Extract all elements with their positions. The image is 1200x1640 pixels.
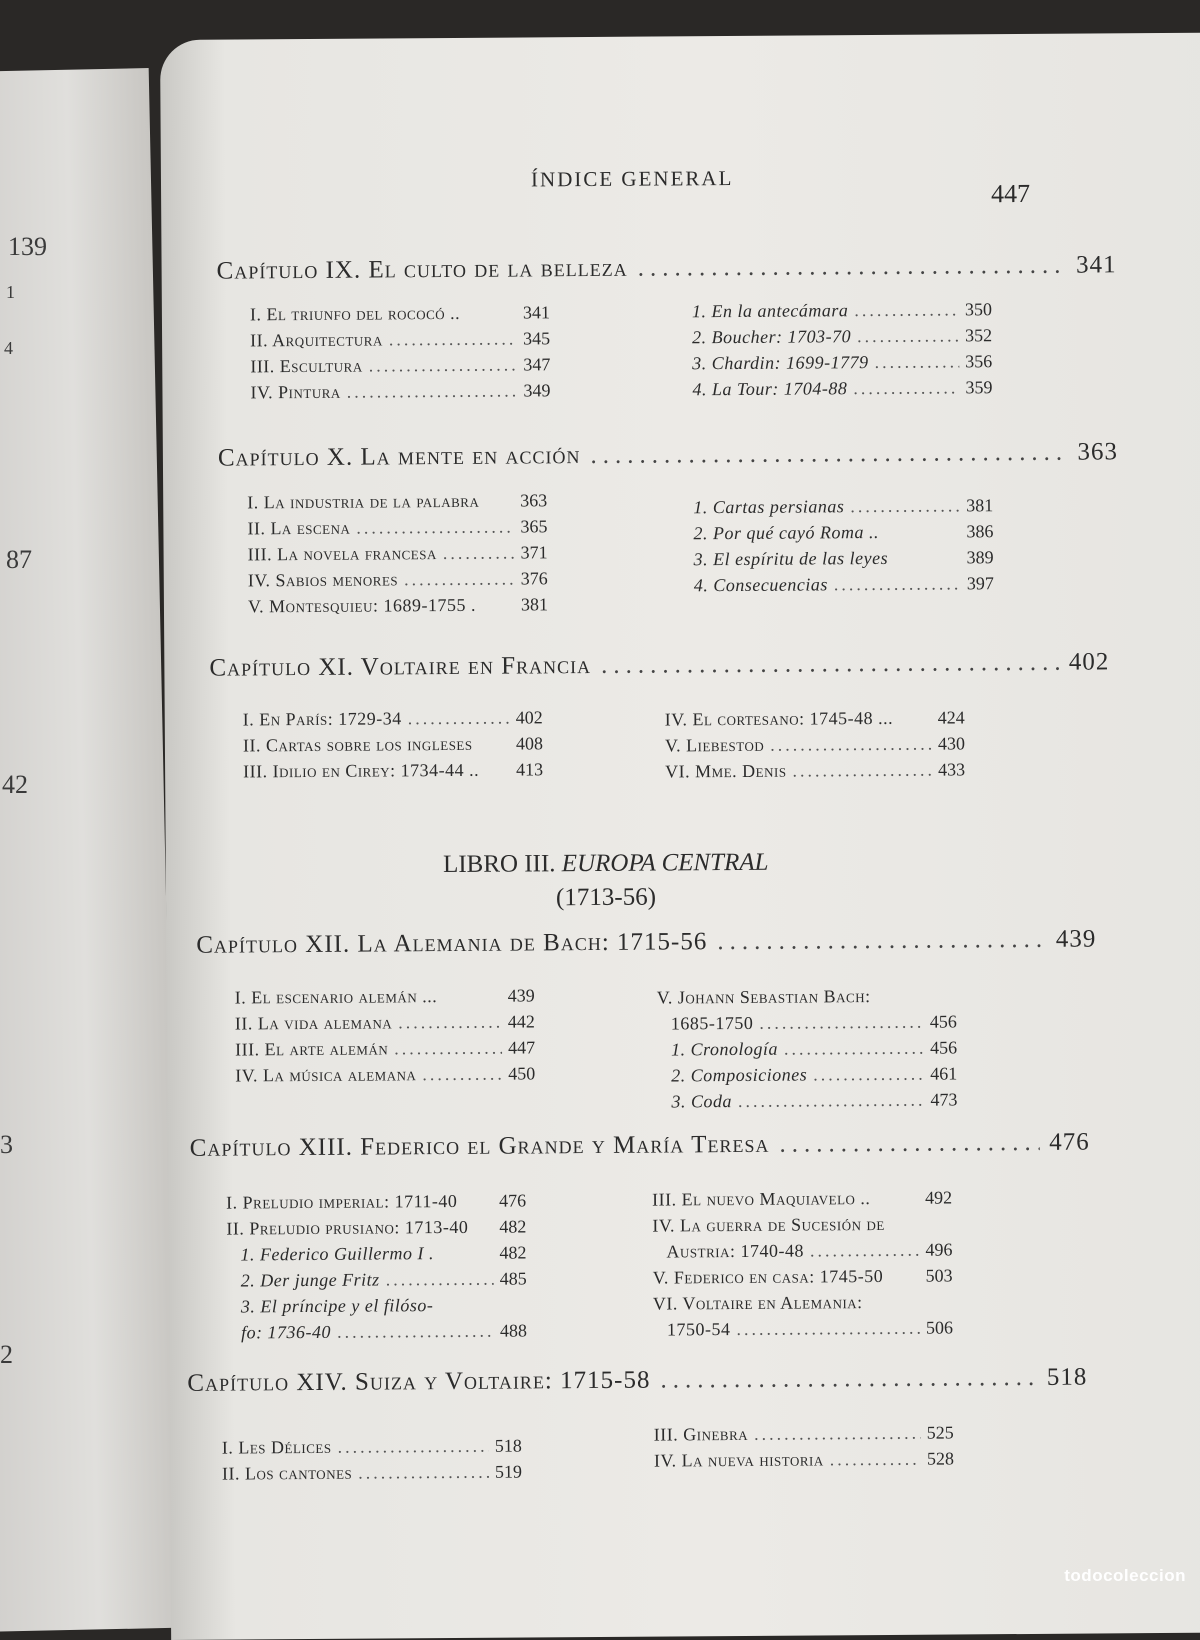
entry-title: 2. Composiciones (671, 1062, 807, 1089)
entry-page: 525 (927, 1419, 954, 1445)
dot-leader (337, 1318, 494, 1345)
toc-column (235, 982, 536, 1088)
toc-entry (247, 487, 547, 515)
dot-leader (869, 1308, 947, 1309)
toc-column (657, 982, 958, 1114)
toc-entry (235, 1008, 535, 1036)
toc-entry (235, 1034, 535, 1062)
dot-leader (369, 352, 518, 379)
dot-leader (810, 1237, 920, 1264)
chapter-title: Capítulo XII. La Alemania de Bach: 1715-56 (196, 928, 707, 960)
chapter-title: Capítulo IX. El culto de la belleza (217, 255, 628, 286)
dot-leader (854, 296, 959, 323)
dot-leader (337, 1433, 488, 1460)
entry-title: 1750-54 (667, 1316, 731, 1342)
entry-title: I. El escenario alemán ... (235, 983, 438, 1010)
entry-page: 488 (500, 1317, 527, 1343)
entry-title: IV. La guerra de Sucesión de (652, 1211, 885, 1239)
entry-page: 503 (926, 1262, 953, 1288)
entry-page: 402 (516, 704, 543, 730)
entry-page: 519 (495, 1459, 522, 1485)
toc-entry (243, 756, 543, 784)
entry-page: 363 (520, 487, 547, 513)
dot-leader (857, 322, 959, 349)
entry-title: I. Les Délices (222, 1434, 332, 1461)
dot-leader (404, 566, 515, 593)
toc-entry (227, 1265, 527, 1293)
toc-entry (692, 348, 992, 376)
toc-entry (243, 704, 543, 732)
entry-title: I. En París: 1729-34 (243, 705, 402, 732)
dot-leader (443, 540, 515, 567)
entry-title: III. El arte alemán (235, 1035, 388, 1062)
entry-title: fo: 1736-40 (241, 1319, 331, 1346)
toc-entry (693, 492, 993, 520)
entry-page: 341 (523, 299, 550, 325)
entry-page: 485 (500, 1265, 527, 1291)
toc-entry (692, 322, 992, 350)
entry-title: II. Preludio prusiano: 1713-40 (226, 1214, 468, 1242)
entry-page: 456 (930, 1008, 957, 1034)
page-number: 447 (991, 179, 1030, 209)
chapter-title: Capítulo XIV. Suiza y Voltaire: 1715-58 (187, 1367, 650, 1398)
entry-page: 371 (520, 539, 547, 565)
entry-title: III. El nuevo Maquiavelo .. (652, 1185, 870, 1213)
chapter-page: 476 (1049, 1129, 1090, 1157)
dot-leader (834, 570, 961, 597)
toc-entry (657, 1034, 957, 1062)
entry-page: 349 (523, 377, 550, 403)
entry-page: 359 (965, 374, 992, 400)
chapter-heading (196, 925, 1096, 959)
toc-column (250, 299, 551, 405)
toc-column (665, 704, 966, 784)
entry-page: 461 (930, 1060, 957, 1086)
entry-page: 381 (966, 492, 993, 518)
chapter-page: 363 (1077, 438, 1118, 466)
entry-page: 476 (499, 1187, 526, 1213)
entry-title: V. Federico en casa: 1745-50 (653, 1263, 884, 1291)
chapter-heading (190, 1129, 1090, 1163)
toc-column (226, 1187, 527, 1345)
entry-title: 3. Chardin: 1699-1779 (692, 349, 869, 376)
dot-leader (398, 1009, 502, 1036)
chapter-page: 439 (1056, 925, 1097, 953)
toc-entry (652, 1184, 952, 1212)
toc-entry (248, 591, 548, 619)
toc-entry (653, 1262, 953, 1290)
entry-title: III. Idilio en Cirey: 1734-44 .. (243, 757, 479, 785)
entry-page: 424 (938, 704, 965, 730)
entry-page: 376 (521, 565, 548, 591)
book-heading (166, 844, 1046, 918)
toc-entry (247, 513, 547, 541)
entry-page: 365 (520, 513, 547, 539)
dot-leader (853, 374, 959, 401)
dot-leader (347, 378, 518, 405)
entry-page: 439 (508, 982, 535, 1008)
entry-page: 350 (965, 296, 992, 322)
chapter-page: 341 (1076, 251, 1117, 279)
toc-entry (657, 982, 957, 1010)
chapter-title: Capítulo XIII. Federico el Grande y María Teresa (190, 1131, 770, 1163)
dot-leader (386, 1266, 494, 1293)
toc-entry (694, 544, 994, 572)
entry-title: 1685-1750 (671, 1010, 754, 1037)
toc-entry (222, 1459, 522, 1487)
entry-page: 356 (965, 348, 992, 374)
toc-column (222, 1433, 522, 1487)
chapter-page: 518 (1047, 1364, 1088, 1392)
toc-entry (692, 374, 992, 402)
entry-title: I. El triunfo del rococó .. (250, 300, 460, 327)
entry-page: 433 (938, 756, 965, 782)
toc-column (654, 1419, 954, 1473)
entry-page: 447 (508, 1034, 535, 1060)
entry-page: 450 (508, 1060, 535, 1086)
entry-title: I. Preludio imperial: 1711-40 (226, 1188, 457, 1216)
left-page (0, 68, 181, 1632)
entry-page: 442 (508, 1008, 535, 1034)
entry-title: II. La escena (247, 515, 350, 542)
entry-page: 456 (930, 1034, 957, 1060)
entry-page: 518 (495, 1433, 522, 1459)
toc-entry (694, 570, 994, 598)
toc-column (247, 487, 548, 619)
entry-title: IV. Pintura (250, 379, 340, 406)
left-page-number: 2 (0, 1340, 13, 1370)
entry-title: VI. Voltaire en Alemania: (653, 1289, 863, 1316)
toc-entry (652, 1236, 952, 1264)
toc-entry (665, 756, 965, 784)
dot-leader (389, 326, 517, 353)
dot-leader (850, 492, 960, 519)
toc-column (243, 704, 544, 784)
entry-title: V. Montesquieu: 1689-1755 . (248, 592, 476, 620)
chapter-title: Capítulo XI. Voltaire en Francia (209, 652, 591, 683)
entry-page: 386 (966, 518, 993, 544)
dot-leader (358, 1459, 489, 1486)
entry-title: 1. En la antecámara (692, 297, 849, 324)
toc-entry (250, 325, 550, 353)
watermark: todocoleccion (1064, 1566, 1186, 1586)
dot-leader (394, 1035, 502, 1062)
entry-page: 381 (521, 591, 548, 617)
entry-title: 1. Federico Guillermo I . (240, 1240, 434, 1267)
toc-entry (222, 1433, 522, 1461)
toc-entry (652, 1210, 952, 1238)
entry-page: 352 (965, 322, 992, 348)
entry-title: IV. Sabios menores (248, 566, 398, 593)
dot-leader (754, 1420, 921, 1447)
toc-entry (226, 1187, 526, 1215)
left-page-number: 139 (8, 232, 47, 262)
book-page (160, 32, 1200, 1640)
toc-entry (654, 1445, 954, 1473)
dot-leader (885, 537, 961, 538)
entry-title: IV. La música alemana (235, 1061, 416, 1088)
toc-column (693, 492, 994, 598)
entry-page: 482 (499, 1239, 526, 1265)
dot-leader (877, 1002, 951, 1003)
dot-leader (759, 1009, 924, 1036)
left-page-number: 42 (2, 770, 28, 800)
toc-column (692, 296, 993, 402)
entry-title: I. La industria de la palabra (247, 488, 479, 516)
entry-title: 1. Cronología (671, 1036, 778, 1063)
dot-leader (738, 1087, 925, 1114)
toc-entry (226, 1213, 526, 1241)
toc-entry (226, 1239, 526, 1267)
dot-leader (770, 731, 932, 758)
entry-title: 1. Cartas persianas (693, 493, 844, 520)
toc-entry (235, 1060, 535, 1088)
toc-entry (665, 704, 965, 732)
toc-entry (248, 539, 548, 567)
toc-entry (235, 982, 535, 1010)
entry-page: 430 (938, 730, 965, 756)
entry-title: V. Liebestod (665, 732, 764, 759)
dot-leader (875, 348, 960, 375)
chapter-heading (218, 438, 1118, 472)
dot-leader (736, 1315, 920, 1342)
entry-title: 4. La Tour: 1704-88 (692, 375, 847, 402)
toc-entry (657, 1060, 957, 1088)
entry-title: 2. Por qué cayó Roma .. (693, 519, 879, 546)
entry-page: 496 (925, 1236, 952, 1262)
entry-title: 2. Boucher: 1703-70 (692, 323, 851, 350)
chapter-heading (217, 251, 1117, 285)
entry-title: III. Escultura (250, 353, 363, 380)
entry-title: IV. La nueva historia (654, 1446, 824, 1473)
entry-page: 482 (499, 1213, 526, 1239)
toc-entry (657, 1086, 957, 1114)
dot-leader (813, 1061, 924, 1088)
running-head: ÍNDICE GENERAL (531, 166, 734, 192)
toc-entry (665, 730, 965, 758)
book-years: (1713-56) (166, 878, 1046, 918)
entry-title: II. Cartas sobre los ingleses (243, 731, 473, 759)
entry-page: 389 (967, 544, 994, 570)
entry-page: 492 (925, 1184, 952, 1210)
dot-leader (784, 1035, 924, 1062)
dot-leader (439, 1311, 521, 1312)
entry-title: 2. Der junge Fritz (241, 1266, 380, 1293)
entry-page: 345 (523, 325, 550, 351)
entry-title: III. Ginebra (654, 1421, 749, 1448)
entry-title: II. Los cantones (222, 1460, 352, 1487)
dot-leader (408, 705, 510, 732)
toc-entry (227, 1291, 527, 1319)
entry-page: 528 (927, 1445, 954, 1471)
entry-title: IV. El cortesano: 1745-48 ... (665, 705, 894, 733)
entry-page: 347 (523, 351, 550, 377)
left-page-number: 87 (6, 545, 32, 575)
entry-title: II. Arquitectura (250, 326, 383, 353)
dot-leader (792, 757, 932, 784)
chapter-page: 402 (1069, 648, 1110, 676)
toc-entry (693, 518, 993, 546)
dot-leader (422, 1061, 502, 1088)
toc-entry (250, 299, 550, 327)
toc-entry (248, 565, 548, 593)
toc-entry (227, 1317, 527, 1345)
chapter-title: Capítulo X. La mente en acción (218, 442, 581, 473)
dot-leader (830, 1446, 921, 1473)
chapter-heading (187, 1364, 1087, 1398)
entry-page: 473 (930, 1086, 957, 1112)
entry-title: VI. Mme. Denis (665, 758, 787, 785)
book-name: EUROPA CENTRAL (562, 849, 769, 877)
toc-entry (692, 296, 992, 324)
entry-page: 397 (967, 570, 994, 596)
chapter-heading (209, 648, 1109, 682)
entry-title: 3. Coda (671, 1088, 732, 1114)
left-page-number: 4 (4, 338, 13, 359)
entry-page: 413 (516, 756, 543, 782)
entry-title: II. La vida alemana (235, 1009, 393, 1036)
entry-title: 3. El espíritu de las leyes (694, 545, 889, 572)
toc-entry (243, 730, 543, 758)
entry-title: III. La novela francesa (248, 540, 437, 567)
toc-column (652, 1184, 953, 1342)
toc-entry (657, 1008, 957, 1036)
dot-leader (356, 514, 514, 541)
entry-title: Austria: 1740-48 (666, 1238, 804, 1265)
entry-page: 506 (926, 1314, 953, 1340)
book-prefix: LIBRO III. (443, 850, 556, 878)
entry-title: 4. Consecuencias (694, 571, 828, 598)
toc-entry (250, 377, 550, 405)
entry-page: 408 (516, 730, 543, 756)
toc-entry (653, 1314, 953, 1342)
left-page-number: 1 (6, 282, 15, 303)
entry-title: 3. El príncipe y el filóso- (241, 1292, 434, 1319)
entry-title: V. Johann Sebastian Bach: (657, 983, 871, 1010)
toc-entry (653, 1288, 953, 1316)
toc-entry (250, 351, 550, 379)
left-page-number: 3 (0, 1130, 13, 1160)
toc-entry (654, 1419, 954, 1447)
